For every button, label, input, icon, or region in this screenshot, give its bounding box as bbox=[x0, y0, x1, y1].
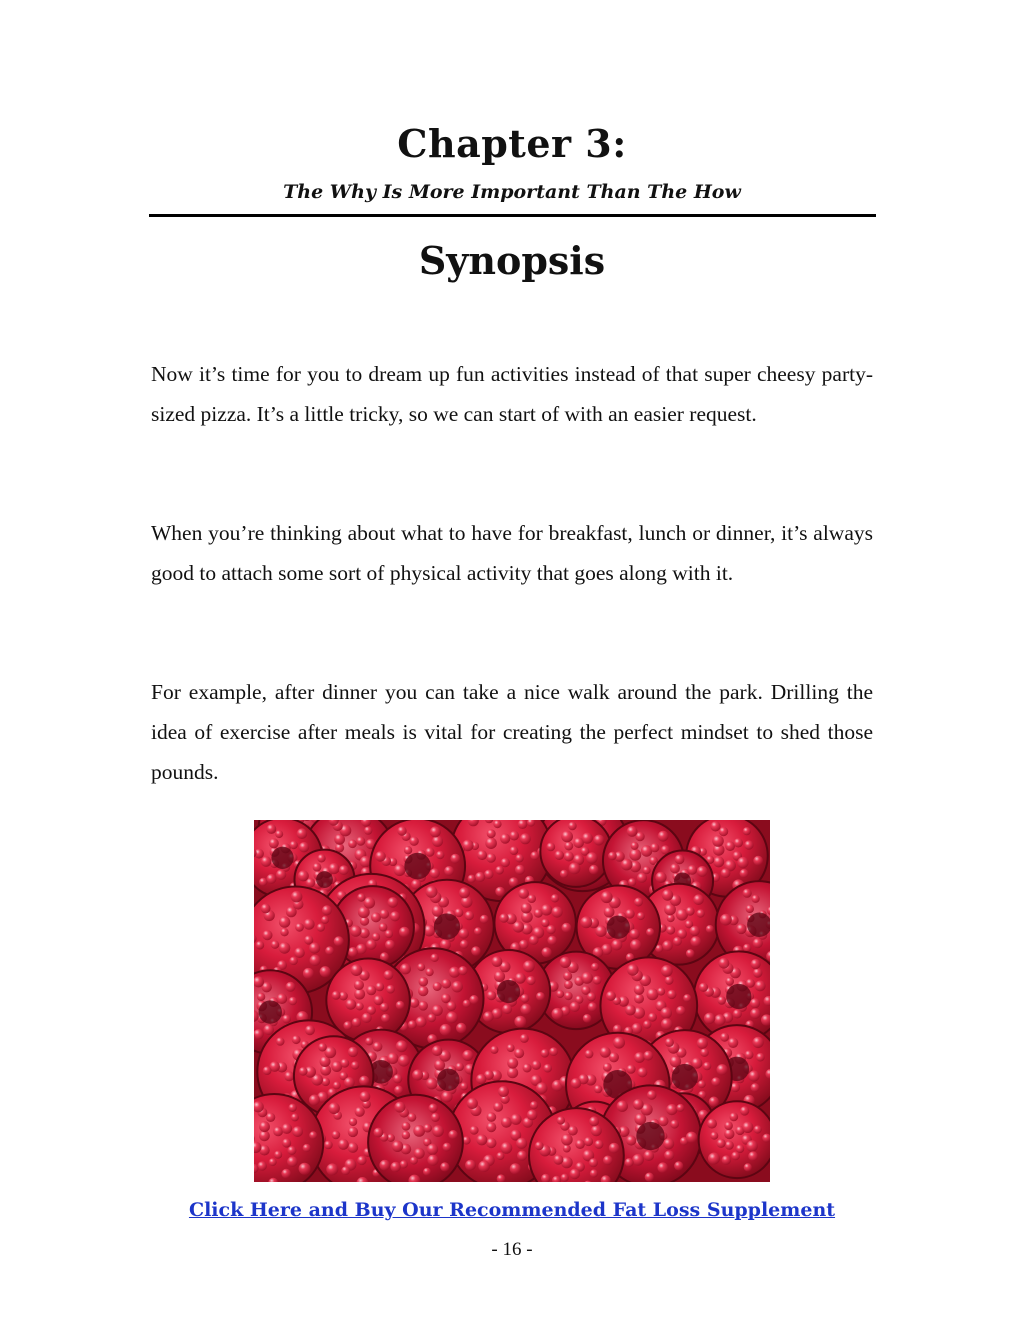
supplement-link-container bbox=[0, 1196, 1024, 1224]
heading-divider bbox=[149, 214, 876, 217]
raspberries-illustration bbox=[254, 820, 770, 1182]
chapter-subtitle: The Why Is More Important Than The How bbox=[283, 181, 741, 203]
chapter-title: Chapter 3: bbox=[397, 121, 627, 166]
paragraph-text: For example, after dinner you can take a nice walk around the park. Drilling the idea of exercise after meals is vital for creating the perfect mindset to shed those pounds. bbox=[151, 680, 873, 784]
paragraph-text: Now it’s time for you to dream up fun activities instead of that super cheesy party-sized pizza. It’s a little tricky, so we can start of with an easier request. bbox=[151, 362, 873, 426]
paragraph-1 bbox=[151, 354, 873, 434]
paragraph-3 bbox=[151, 672, 873, 792]
raspberry bbox=[540, 820, 611, 887]
paragraph-2 bbox=[151, 513, 873, 593]
section-title: Synopsis bbox=[418, 238, 606, 283]
raspberry bbox=[699, 1101, 770, 1178]
raspberry bbox=[368, 1095, 463, 1182]
page-number: - 16 - bbox=[491, 1239, 533, 1260]
paragraph-text: When you’re thinking about what to have for breakfast, lunch or dinner, it’s always good to attach some sort of physical activity that goes along with it. bbox=[151, 521, 873, 585]
supplement-link[interactable]: Click Here and Buy Our Recommended Fat Loss Supplement bbox=[188, 1199, 836, 1221]
raspberries-photo bbox=[254, 820, 770, 1182]
